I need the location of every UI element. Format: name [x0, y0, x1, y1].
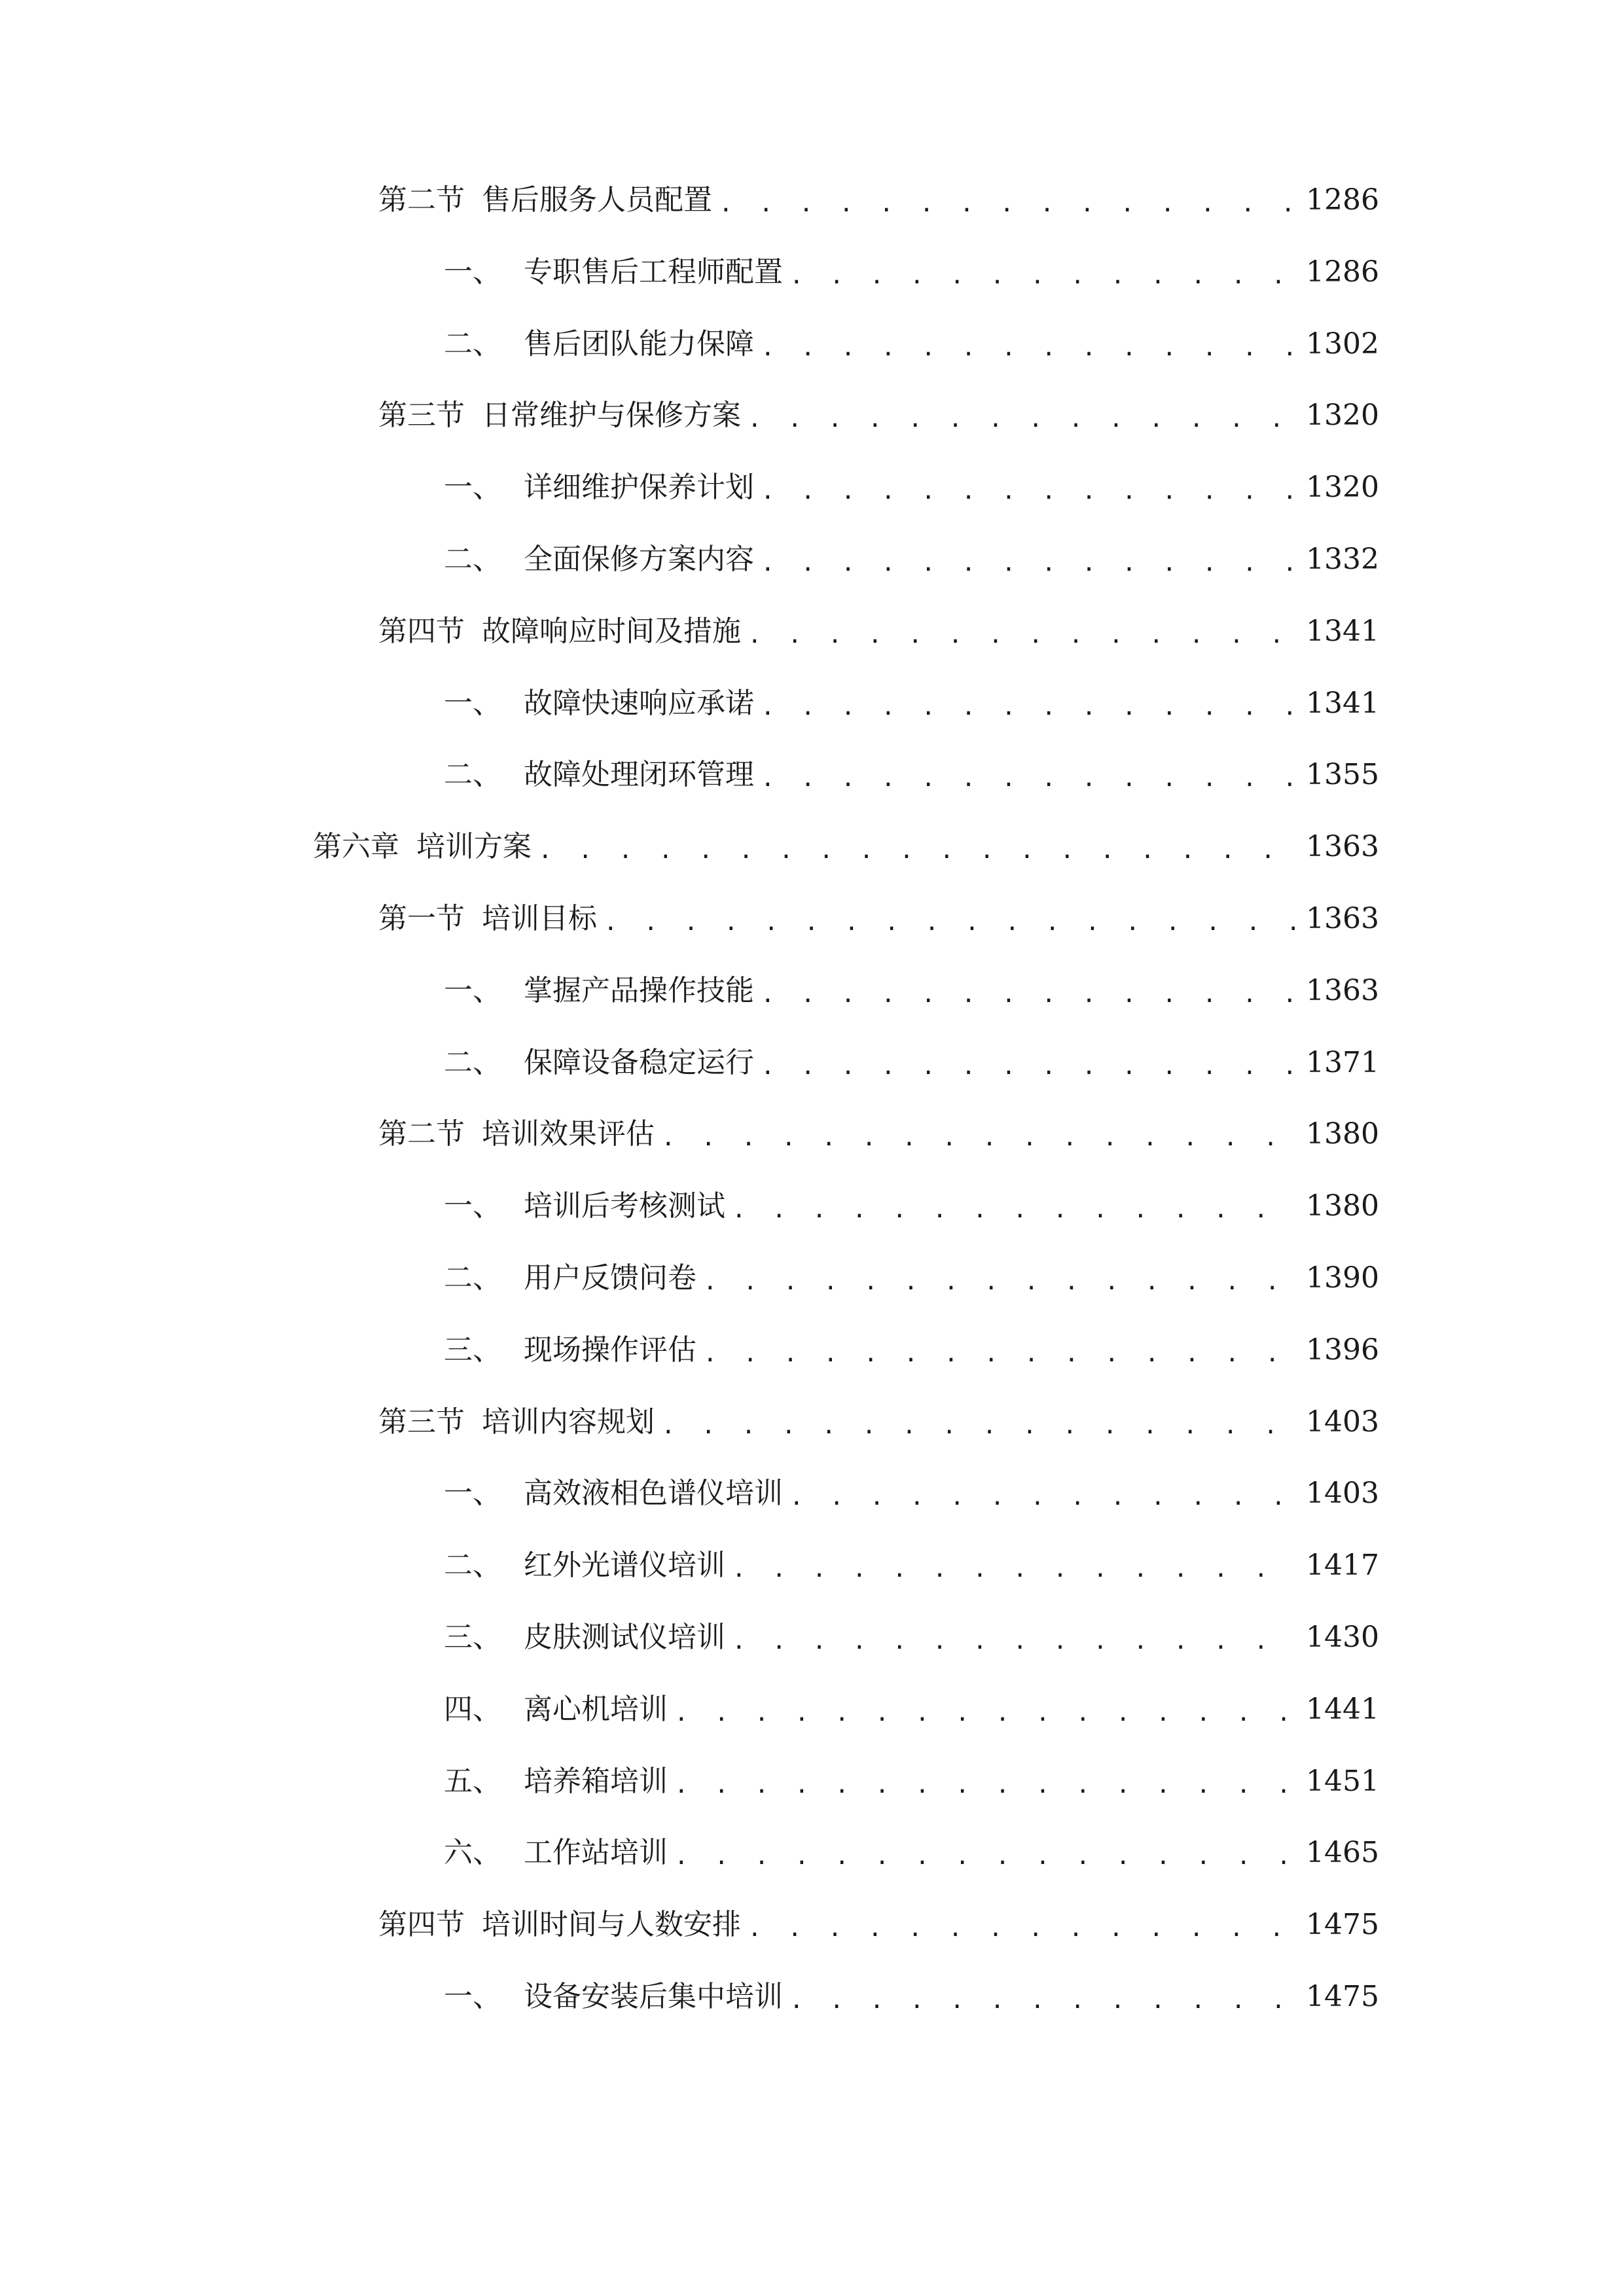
toc-entry-item[interactable] — [444, 1324, 1379, 1376]
toc-entry-number: 三、 — [444, 1621, 501, 1654]
toc-entry-number: 二、 — [444, 1261, 501, 1295]
toc-entry-page-number: 1441 — [1306, 1693, 1379, 1726]
dot-leader — [703, 1270, 1297, 1294]
toc-entry-number: 二、 — [444, 543, 501, 576]
toc-entry-page-number: 1396 — [1306, 1333, 1379, 1367]
toc-entry-section[interactable] — [378, 1899, 1379, 1951]
toc-entry-item[interactable] — [444, 1827, 1379, 1879]
toc-entry-item[interactable] — [444, 1252, 1379, 1304]
toc-entry-title: 用户反馈问卷 — [524, 1261, 696, 1295]
toc-entry-number: 五、 — [444, 1765, 501, 1798]
toc-entry-title: 培训内容规划 — [482, 1405, 655, 1439]
toc-entry-page-number: 1341 — [1306, 615, 1379, 648]
dot-leader — [748, 624, 1297, 647]
toc-entry-title: 培训后考核测试 — [524, 1189, 725, 1223]
toc-entry-page-number: 1380 — [1306, 1117, 1379, 1151]
toc-entry-title: 离心机培训 — [524, 1693, 668, 1726]
dot-leader — [732, 1630, 1297, 1653]
toc-entry-page-number: 1320 — [1306, 399, 1379, 432]
dot-leader — [761, 552, 1297, 575]
toc-entry-item[interactable] — [444, 533, 1379, 586]
toc-entry-title: 培训时间与人数安排 — [482, 1908, 741, 1941]
dot-leader — [604, 911, 1297, 935]
toc-entry-item[interactable] — [444, 246, 1379, 298]
toc-entry-item[interactable] — [444, 1755, 1379, 1808]
toc-entry-title: 日常维护与保修方案 — [482, 399, 741, 432]
toc-entry-title: 故障处理闭环管理 — [524, 758, 754, 791]
toc-entry-number: 第二节 — [378, 183, 465, 217]
toc-entry-section[interactable] — [378, 605, 1379, 658]
toc-entry-page-number: 1320 — [1306, 471, 1379, 504]
toc-entry-title: 故障快速响应承诺 — [524, 687, 754, 720]
toc-entry-section[interactable] — [378, 389, 1379, 442]
toc-entry-page-number: 1332 — [1306, 543, 1379, 576]
toc-entry-number: 第四节 — [378, 615, 465, 648]
toc-entry-title: 详细维护保养计划 — [524, 471, 754, 504]
dot-leader — [761, 336, 1297, 360]
toc-entry-title: 保障设备稳定运行 — [524, 1046, 754, 1079]
toc-entry-number: 一、 — [444, 255, 501, 289]
toc-entry-number: 第四节 — [378, 1908, 465, 1941]
toc-entry-item[interactable] — [444, 1683, 1379, 1736]
toc-entry-title: 掌握产品操作技能 — [524, 974, 754, 1007]
toc-entry-page-number: 1363 — [1306, 974, 1379, 1007]
dot-leader — [789, 1486, 1297, 1509]
toc-entry-item[interactable] — [444, 677, 1379, 730]
toc-entry-item[interactable] — [444, 461, 1379, 514]
toc-entry-item[interactable] — [444, 1467, 1379, 1520]
toc-entry-page-number: 1380 — [1306, 1189, 1379, 1223]
toc-entry-page-number: 1430 — [1306, 1621, 1379, 1654]
toc-entry-number: 第六章 — [313, 830, 399, 863]
toc-entry-page-number: 1451 — [1306, 1765, 1379, 1798]
toc-entry-number: 二、 — [444, 327, 501, 361]
toc-entry-section[interactable] — [378, 1396, 1379, 1448]
toc-entry-title: 培养箱培训 — [524, 1765, 668, 1798]
toc-entry-item[interactable] — [444, 1611, 1379, 1664]
toc-entry-title: 售后团队能力保障 — [524, 327, 754, 361]
toc-entry-number: 六、 — [444, 1836, 501, 1869]
dot-leader — [761, 480, 1297, 503]
toc-entry-number: 二、 — [444, 758, 501, 791]
toc-entry-section[interactable] — [378, 893, 1379, 945]
toc-entry-title: 设备安装后集中培训 — [524, 1980, 783, 2013]
dot-leader — [661, 1126, 1297, 1150]
toc-entry-page-number: 1403 — [1306, 1405, 1379, 1439]
toc-entry-item[interactable] — [444, 318, 1379, 370]
toc-entry-number: 一、 — [444, 1980, 501, 2013]
toc-entry-number: 第一节 — [378, 902, 465, 935]
toc-entry-section[interactable] — [378, 174, 1379, 226]
dot-leader — [719, 192, 1297, 216]
dot-leader — [761, 1055, 1297, 1079]
dot-leader — [748, 408, 1297, 431]
dot-leader — [761, 983, 1297, 1007]
toc-entry-title: 皮肤测试仪培训 — [524, 1621, 725, 1654]
toc-entry-item[interactable] — [444, 1971, 1379, 2023]
toc-entry-item[interactable] — [444, 965, 1379, 1017]
toc-entry-title: 专职售后工程师配置 — [524, 255, 783, 289]
toc-entry-page-number: 1355 — [1306, 758, 1379, 791]
toc-entry-title: 全面保修方案内容 — [524, 543, 754, 576]
dot-leader — [674, 1774, 1297, 1797]
toc-entry-number: 一、 — [444, 1189, 501, 1223]
toc-entry-title: 现场操作评估 — [524, 1333, 696, 1367]
dot-leader — [761, 767, 1297, 791]
toc-entry-item[interactable] — [444, 1037, 1379, 1089]
toc-entry-page-number: 1403 — [1306, 1477, 1379, 1510]
toc-entry-title: 培训方案 — [416, 830, 532, 863]
toc-entry-title: 工作站培训 — [524, 1836, 668, 1869]
toc-entry-number: 二、 — [444, 1549, 501, 1582]
dot-leader — [789, 1989, 1297, 2013]
toc-entry-title: 培训目标 — [482, 902, 597, 935]
dot-leader — [674, 1845, 1297, 1869]
dot-leader — [732, 1198, 1297, 1222]
toc-entry-page-number: 1390 — [1306, 1261, 1379, 1295]
toc-entry-section[interactable] — [378, 1108, 1379, 1160]
toc-entry-item[interactable] — [444, 1180, 1379, 1232]
toc-entry-page-number: 1475 — [1306, 1908, 1379, 1941]
toc-entry-number: 一、 — [444, 974, 501, 1007]
toc-entry-title: 故障响应时间及措施 — [482, 615, 741, 648]
toc-entry-number: 一、 — [444, 1477, 501, 1510]
toc-entry-page-number: 1286 — [1306, 255, 1379, 289]
dot-leader — [703, 1342, 1297, 1366]
toc-entry-number: 三、 — [444, 1333, 501, 1367]
toc-entry-number: 第三节 — [378, 1405, 465, 1439]
toc-entry-page-number: 1286 — [1306, 183, 1379, 217]
toc-entry-number: 一、 — [444, 471, 501, 504]
toc-entry-title: 售后服务人员配置 — [482, 183, 712, 217]
toc-entry-page-number: 1341 — [1306, 687, 1379, 720]
toc-entry-item[interactable] — [444, 749, 1379, 801]
toc-entry-page-number: 1302 — [1306, 327, 1379, 361]
toc-entry-title: 高效液相色谱仪培训 — [524, 1477, 783, 1510]
toc-entry-chapter[interactable] — [313, 821, 1379, 873]
toc-entry-number: 四、 — [444, 1693, 501, 1726]
dot-leader — [538, 839, 1297, 863]
dot-leader — [748, 1917, 1297, 1941]
toc-entry-page-number: 1371 — [1306, 1046, 1379, 1079]
toc-entry-page-number: 1475 — [1306, 1980, 1379, 2013]
dot-leader — [732, 1558, 1297, 1581]
toc-entry-page-number: 1363 — [1306, 830, 1379, 863]
toc-entry-page-number: 1417 — [1306, 1549, 1379, 1582]
toc-entry-page-number: 1465 — [1306, 1836, 1379, 1869]
toc-entry-number: 第三节 — [378, 399, 465, 432]
dot-leader — [789, 264, 1297, 288]
dot-leader — [761, 696, 1297, 719]
dot-leader — [661, 1414, 1297, 1438]
toc-entry-number: 第二节 — [378, 1117, 465, 1151]
toc-entry-title: 培训效果评估 — [482, 1117, 655, 1151]
toc-entry-item[interactable] — [444, 1539, 1379, 1592]
toc-entry-number: 二、 — [444, 1046, 501, 1079]
toc-entry-title: 红外光谱仪培训 — [524, 1549, 725, 1582]
toc-entry-page-number: 1363 — [1306, 902, 1379, 935]
toc-entry-number: 一、 — [444, 687, 501, 720]
dot-leader — [674, 1702, 1297, 1725]
